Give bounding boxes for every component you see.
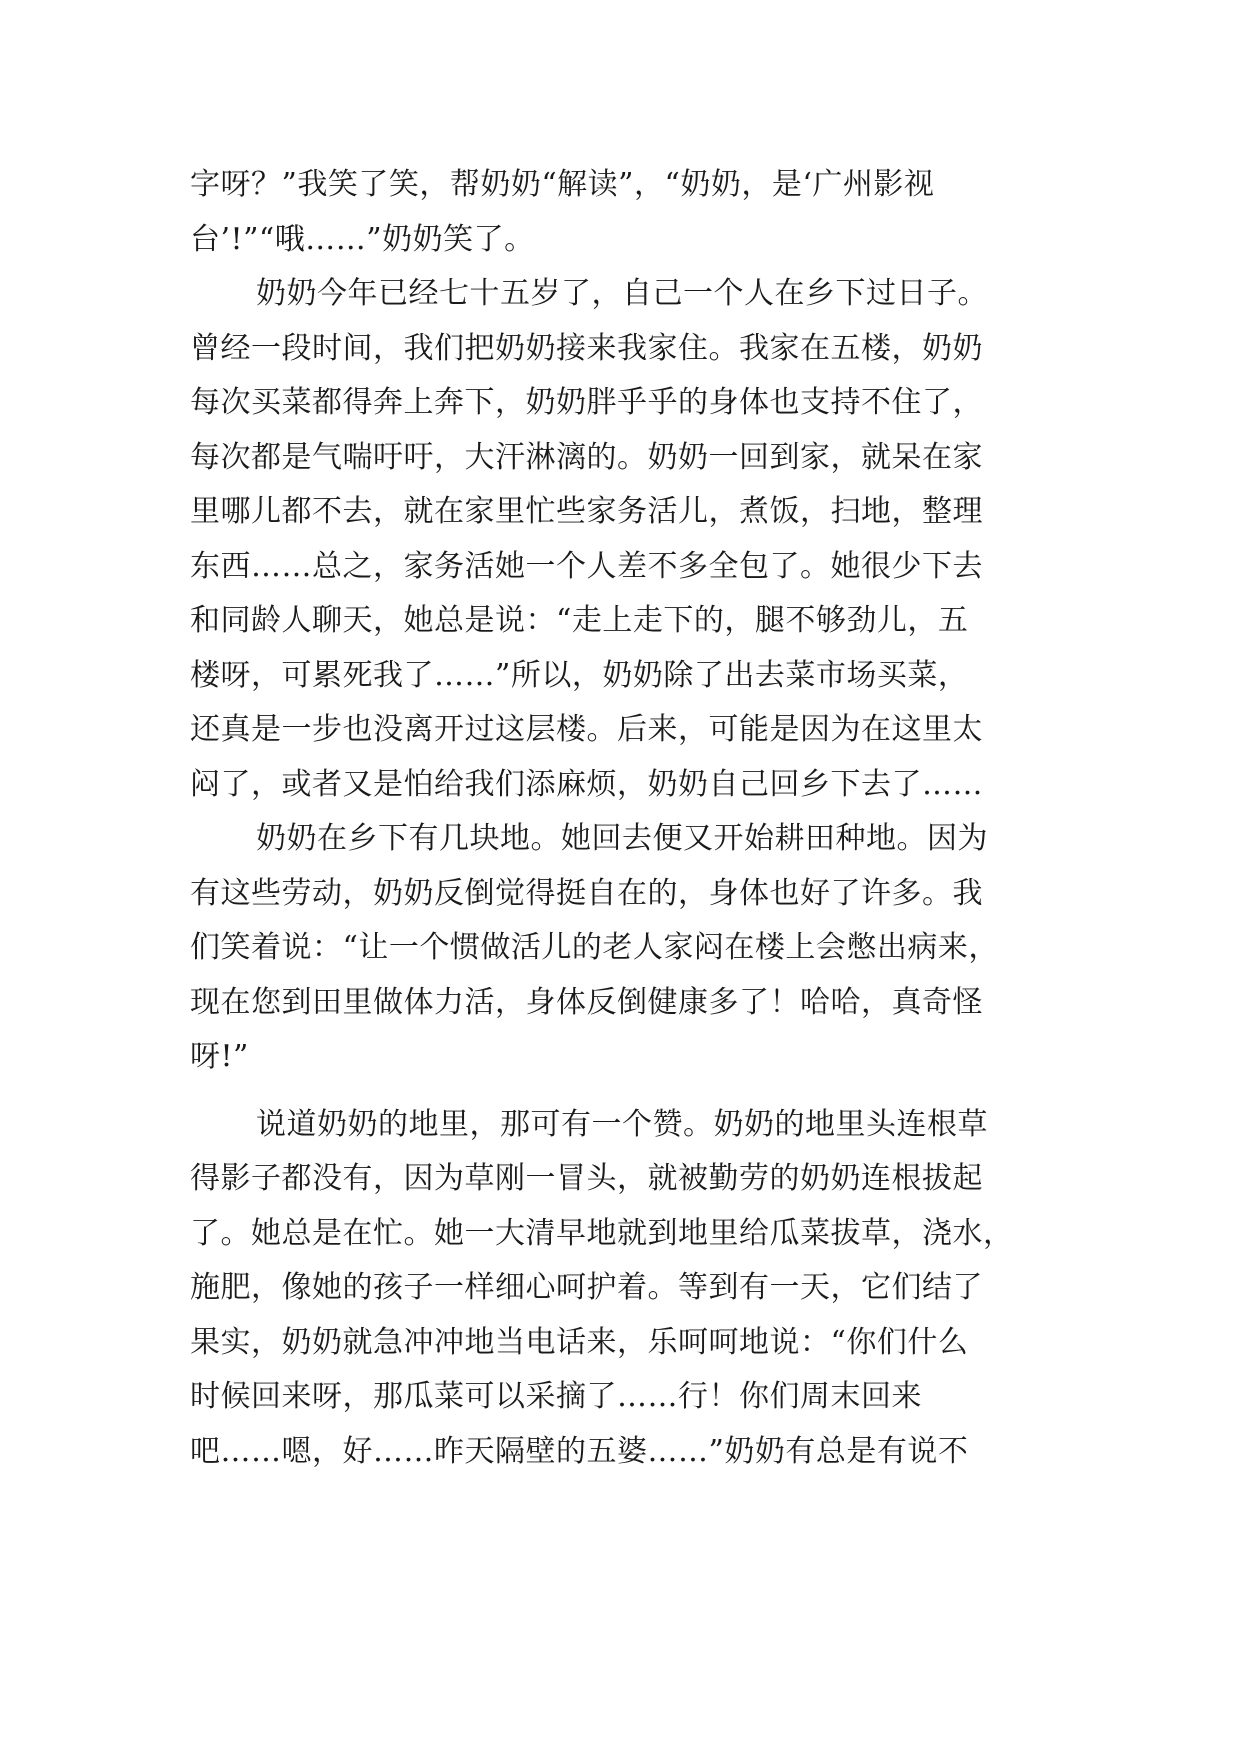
text-line: 有这些劳动，奶奶反倒觉得挺自在的，身体也好了许多。我 (190, 875, 983, 911)
paragraph-3 (190, 812, 1050, 1085)
text-line: 现在您到田里做体力活，身体反倒健康多了！哈哈，真奇怪 (190, 984, 983, 1020)
paragraph-1 (190, 158, 1050, 267)
text-line: 奶奶今年已经七十五岁了，自己一个人在乡下过日子。 (256, 276, 988, 311)
text-line: 和同龄人聊天，她总是说：“走上走下的，腿不够劲儿，五 (190, 603, 969, 638)
text-line: 奶奶在乡下有几块地。她回去便又开始耕田种地。因为 (256, 821, 988, 856)
paragraph-4 (190, 1098, 1050, 1480)
text-line: 时候回来呀，那瓜菜可以采摘了……行！你们周末回来 (190, 1379, 922, 1414)
text-line: 东西……总之，家务活她一个人差不多全包了。她很少下去 (190, 548, 983, 584)
paragraph-2 (190, 267, 1050, 812)
text-line: 楼呀，可累死我了……”所以，奶奶除了出去菜市场买菜， (190, 657, 969, 693)
paragraph-spacer (190, 1085, 1050, 1098)
text-line: 果实，奶奶就急冲冲地当电话来，乐呵呵地说：“你们什么 (190, 1324, 969, 1360)
text-line: 曾经一段时间，我们把奶奶接来我家住。我家在五楼，奶奶 (190, 330, 983, 366)
text-line: 里哪儿都不去，就在家里忙些家务活儿，煮饭，扫地，整理 (190, 494, 983, 529)
text-line: 说道奶奶的地里，那可有一个赞。奶奶的地里头连根草 (256, 1106, 988, 1142)
text-line: 们笑着说：“让一个惯做活儿的老人家闷在楼上会憋出病来， (190, 930, 999, 965)
text-line: 闷了，或者又是怕给我们添麻烦，奶奶自己回乡下去了…… (190, 766, 983, 802)
text-line: 每次都是气喘吁吁，大汗淋漓的。奶奶一回到家，就呆在家 (190, 439, 983, 475)
text-line: 字呀？”我笑了笑，帮奶奶“解读”，“奶奶，是‘广州影视 (190, 167, 935, 202)
text-line: 每次买菜都得奔上奔下，奶奶胖乎乎的身体也支持不住了， (190, 385, 983, 420)
text-line: 施肥，像她的孩子一样细心呵护着。等到有一天，它们结了 (190, 1270, 983, 1305)
text-line: 还真是一步也没离开过这层楼。后来，可能是因为在这里太 (190, 712, 983, 747)
text-line: 呀!” (190, 1039, 249, 1074)
text-line: 吧……嗯，好……昨天隔壁的五婆……”奶奶有总是有说不 (190, 1433, 969, 1469)
body-text (190, 158, 1050, 1479)
text-line: 得影子都没有，因为草刚一冒头，就被勤劳的奶奶连根拔起 (190, 1161, 983, 1196)
text-line: 台’!”“哦……”奶奶笑了。 (190, 221, 535, 257)
text-line: 了。她总是在忙。她一大清早地就到地里给瓜菜拔草，浇水， (190, 1215, 1014, 1251)
